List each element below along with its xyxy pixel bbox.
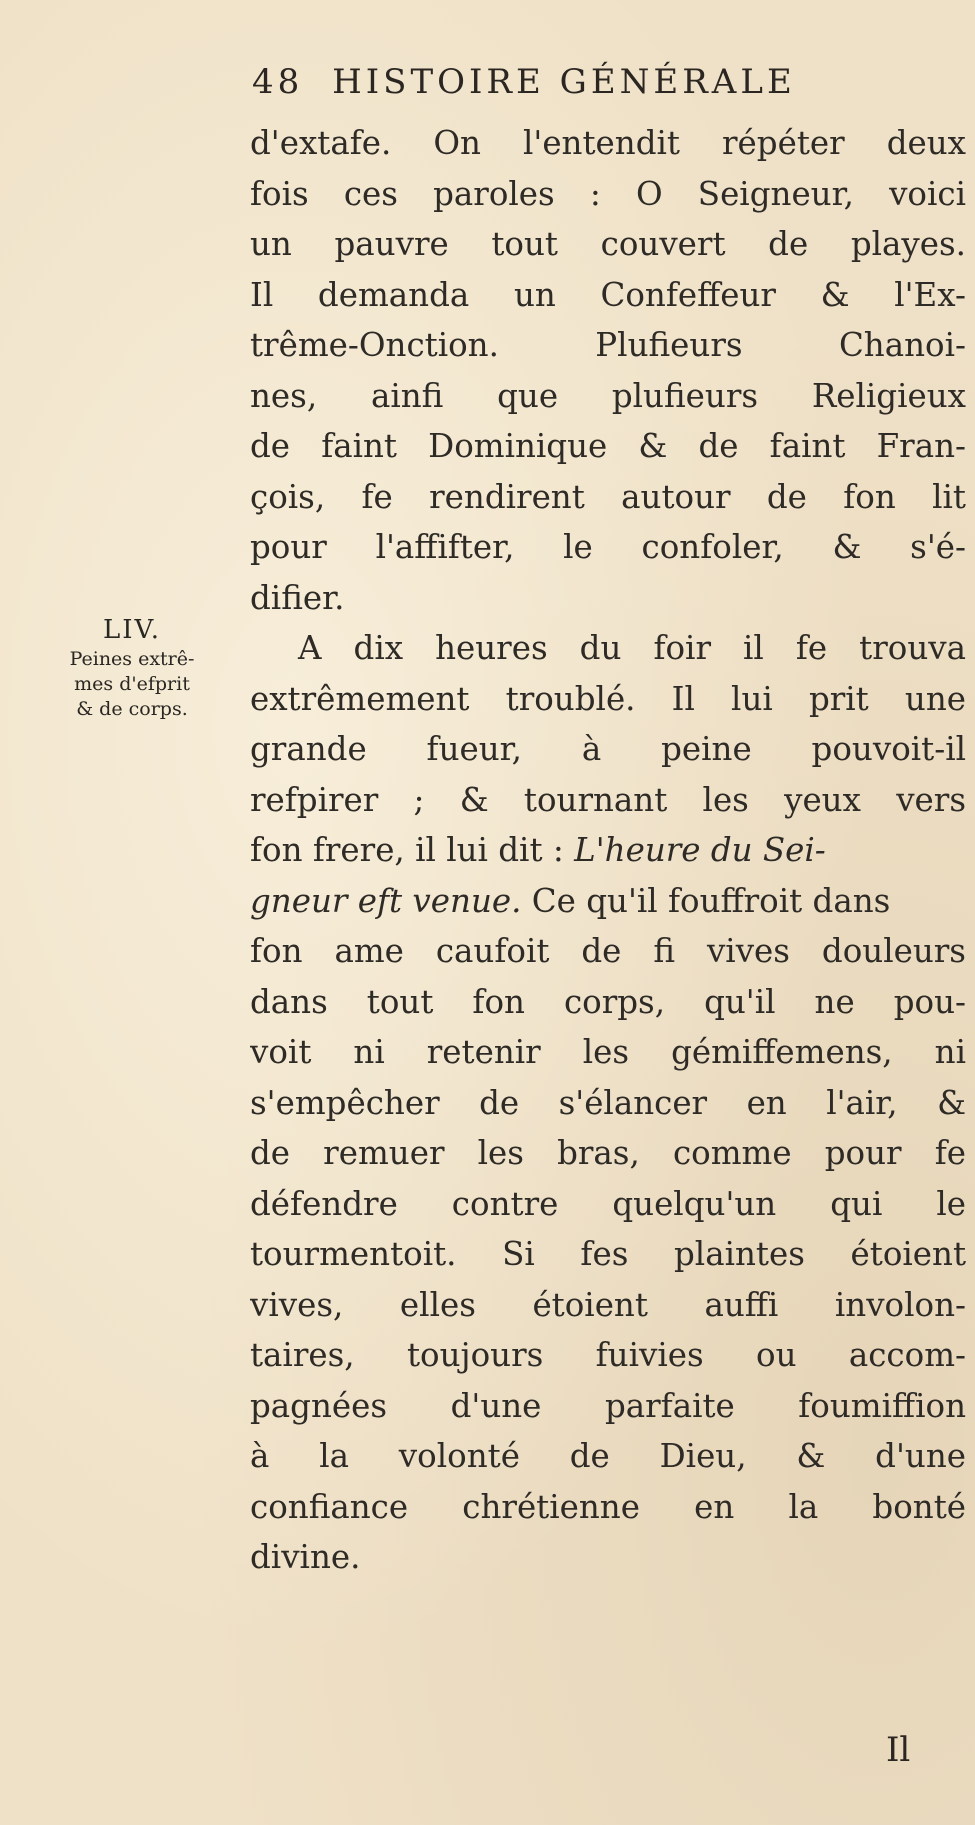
margin-note — [18, 615, 246, 722]
text-line: fois ces paroles : O Seigneur, voici — [250, 174, 966, 213]
page-number: 48 — [252, 62, 304, 102]
text-line: pour l'affifter, le confoler, & s'é- — [250, 528, 966, 566]
text-span: Ce qu'il fouffroit dans — [531, 881, 891, 920]
text-line: pagnées d'une parfaite foumiffion — [250, 1386, 966, 1425]
running-title: HISTOIRE GÉNÉRALE — [332, 62, 796, 102]
text-line: nes, ainfi que plufieurs Religieux — [250, 376, 966, 415]
text-line — [250, 825, 966, 876]
text-line: un pauvre tout couvert de playes. — [250, 225, 966, 263]
text-line: de faint Dominique & de faint Fran- — [250, 427, 966, 465]
italic-quote: L'heure du Sei- — [574, 831, 826, 869]
text-line: taires, toujours fuivies ou accom- — [250, 1336, 966, 1374]
text-line: à la volonté de Dieu, & d'une — [250, 1437, 966, 1475]
text-line: extrêmement troublé. Il lui prit une — [250, 679, 966, 718]
text-line: difier. — [250, 578, 345, 617]
text-line: grande fueur, à peine pouvoit-il — [250, 730, 966, 768]
text-line: fon ame caufoit de fi vives douleurs — [250, 932, 966, 970]
text-line: vives, elles étoient auffi involon- — [250, 1285, 966, 1324]
section-number: LIV. — [102, 615, 162, 645]
margin-note-line: mes d'efprit — [74, 673, 190, 695]
text-span: fon frere, il lui dit : — [250, 831, 564, 869]
text-line: A dix heures du foir il fe trouva — [298, 629, 966, 667]
margin-note-line: & de corps. — [76, 698, 188, 720]
text-line: voit ni retenir les gémiffemens, ni — [250, 1033, 966, 1071]
running-header — [252, 62, 892, 116]
text-line: trême-Onction. Plufieurs Chanoi- — [250, 326, 966, 364]
text-line — [250, 876, 966, 927]
body-text — [250, 118, 966, 1583]
text-line: divine. — [250, 1538, 361, 1576]
text-line: d'extafe. On l'entendit répéter deux — [250, 124, 966, 162]
catchword: Il — [886, 1730, 911, 1770]
text-line: tourmentoit. Si fes plaintes étoient — [250, 1235, 966, 1273]
italic-quote: gneur eft venue. — [250, 881, 522, 920]
text-line: s'empêcher de s'élancer en l'air, & — [250, 1083, 966, 1122]
text-line: confiance chrétienne en la bonté — [250, 1487, 966, 1526]
text-line: Il demanda un Confeffeur & l'Ex- — [250, 275, 966, 314]
text-line: dans tout fon corps, qu'il ne pou- — [250, 982, 966, 1021]
text-line: défendre contre quelqu'un qui le — [250, 1184, 966, 1223]
text-line: refpirer ; & tournant les yeux vers — [250, 780, 966, 819]
text-line: de remuer les bras, comme pour fe — [250, 1134, 966, 1172]
margin-note-line: Peines extrê- — [69, 648, 195, 670]
text-line: çois, fe rendirent autour de fon lit — [250, 477, 966, 516]
